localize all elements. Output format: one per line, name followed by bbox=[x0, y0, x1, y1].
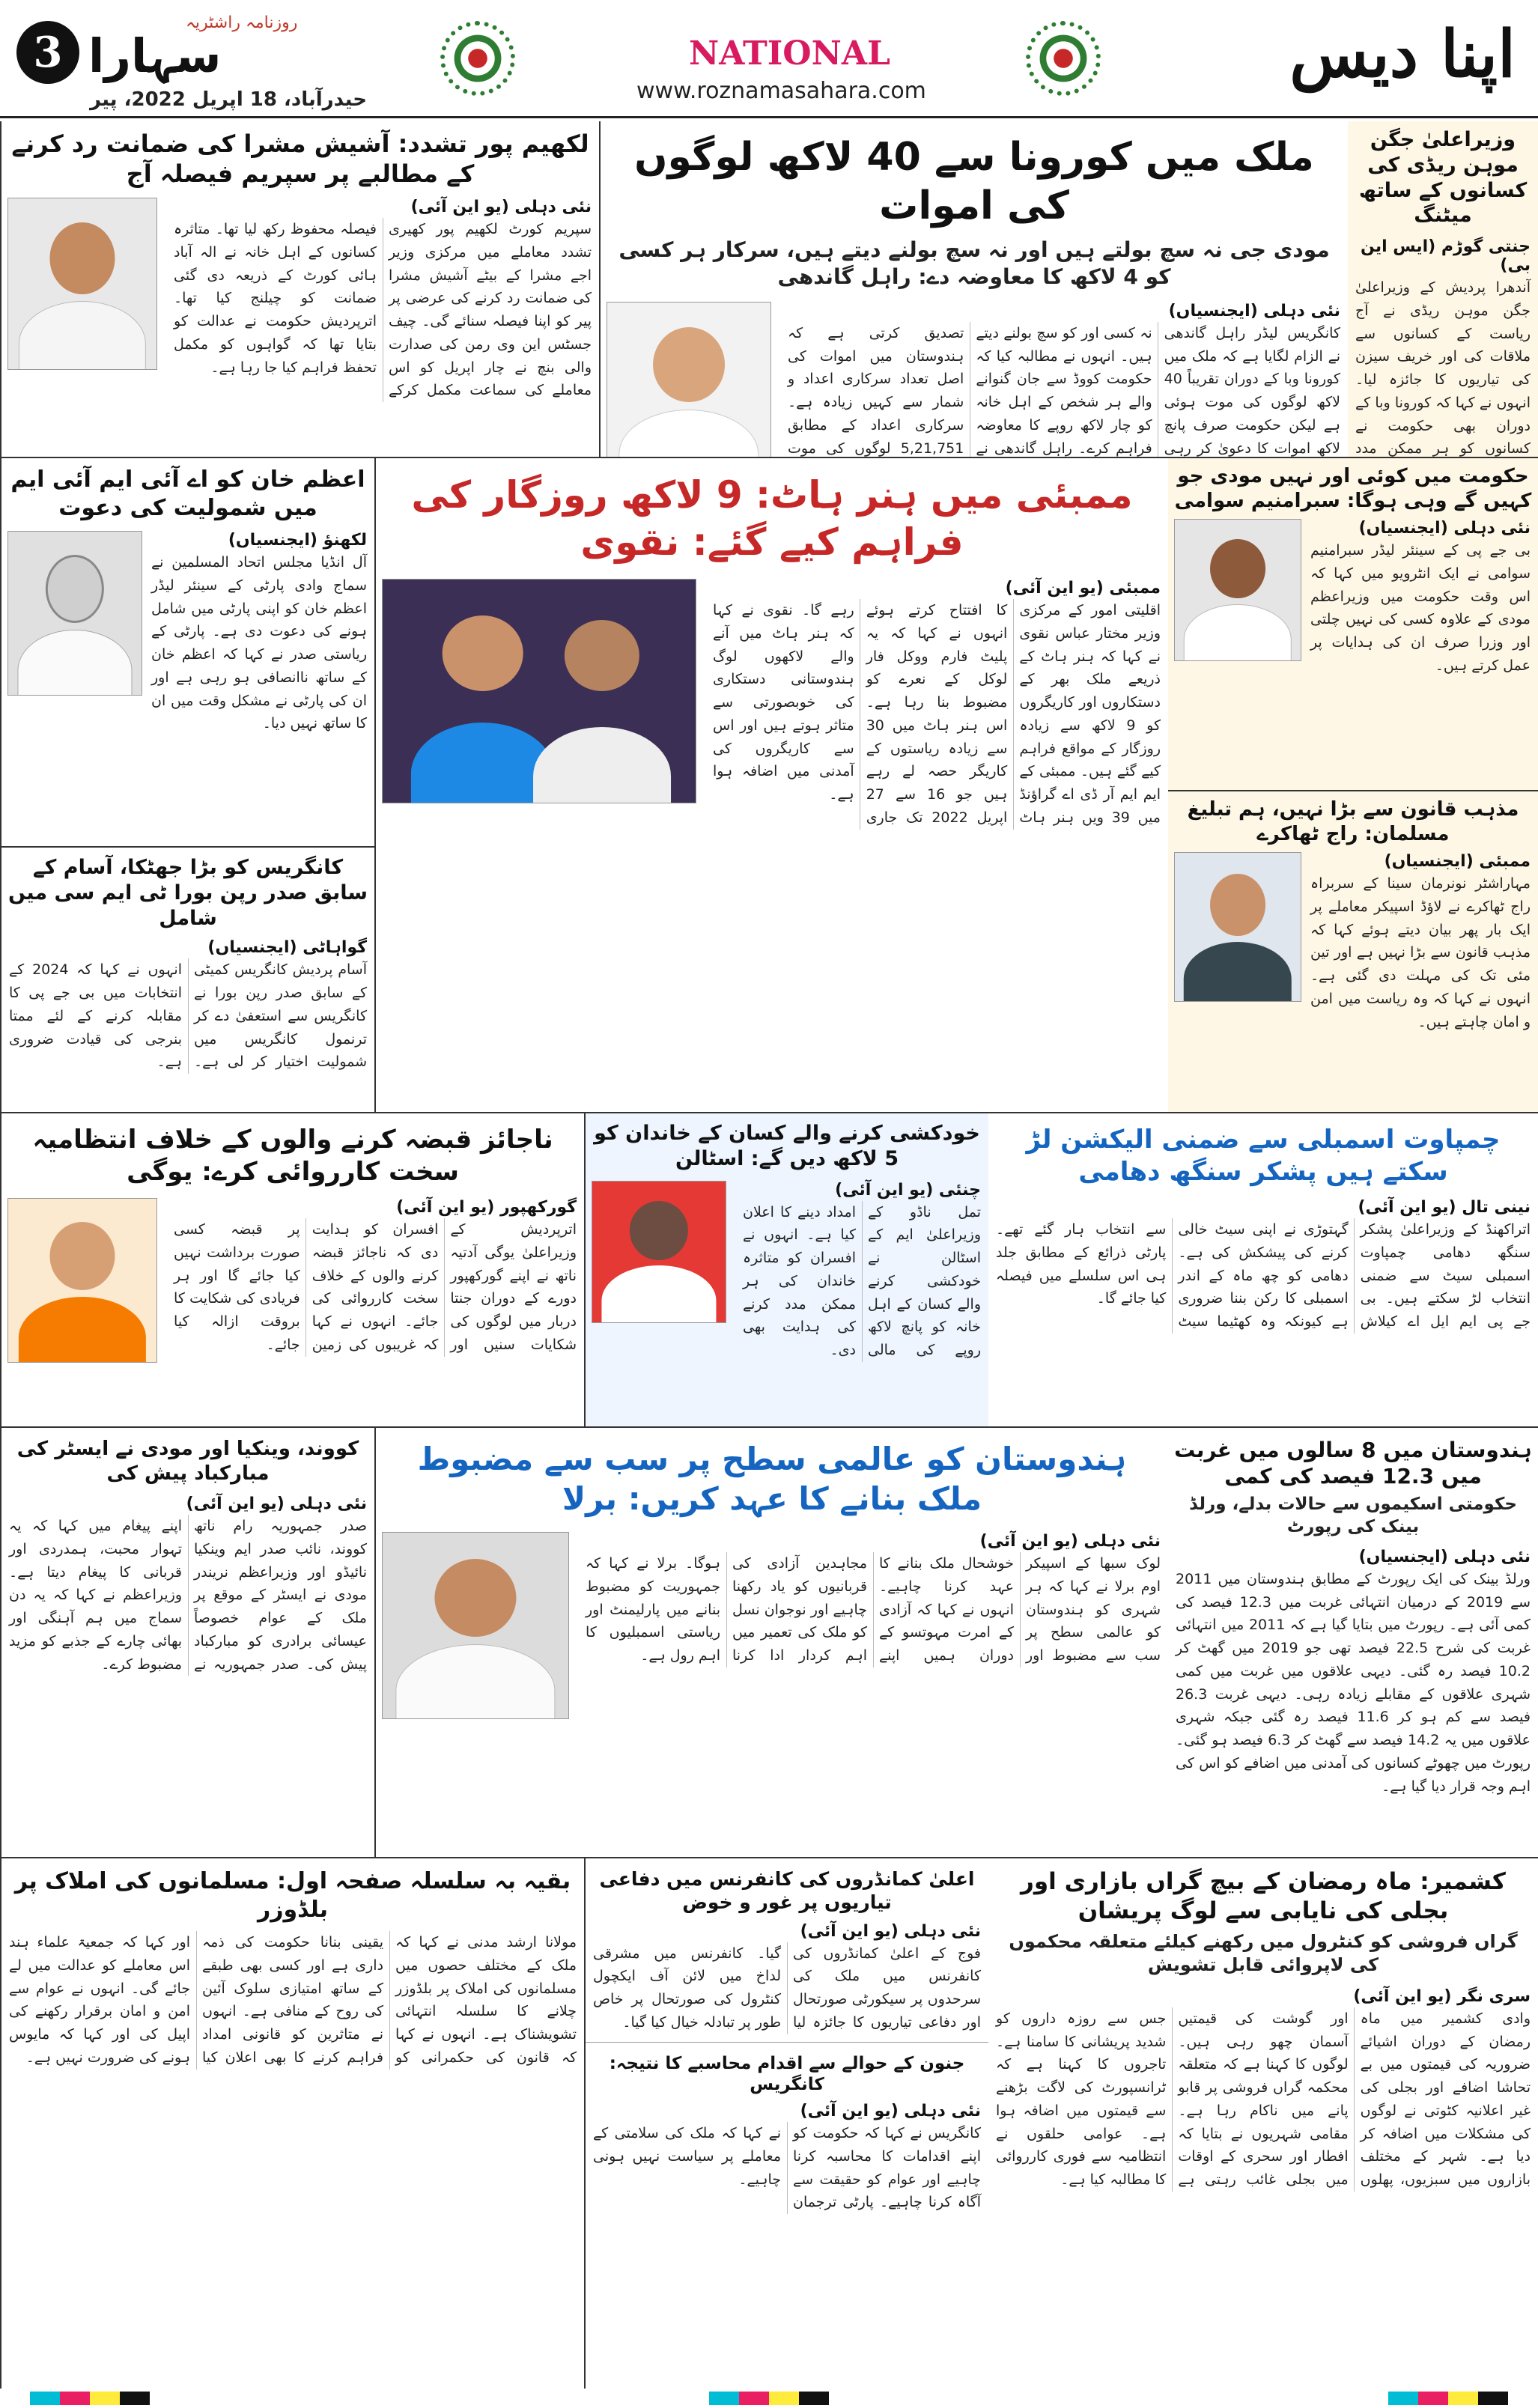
story-headline: ہندوستان میں 8 سالوں میں غربت میں 12.3 فیصد کی کمی bbox=[1174, 1438, 1532, 1489]
story-headline: خودکشی کرنے والے کسان کے خاندان کو 5 لاکھ دیں گے: اسٹالن bbox=[594, 1122, 980, 1170]
story-body: سپریم کورٹ لکھیم پور کھیری تشدد معاملے میں مرکزی وزیر اجے مشرا کے بیٹے آشیش مشرا کی ضمانت رد کرنے کی عرضی پر پیر کو اپنا فیصلہ سنائے گی۔ چیف جسٹس این وی رمن کی صدارت والی بنچ نے چار اپریل کو اس معاملے کی سماعت مکمل کرکے فیصلہ محفوظ رکھ لیا تھا۔ متاثرہ کسانوں کے اہل خانہ نے الہ آباد ہائی کورٹ کے ذریعہ دی گئی ضمانت کو چیلنج کیا تھا۔ اترپردیش حکومت نے عدالت کو بتایا تھا کہ گواہوں کو مکمل تحفظ فراہم کیا جا رہا ہے۔ bbox=[174, 221, 592, 399]
story-body: آل انڈیا مجلس اتحاد المسلمین نے سماج وادی پارٹی کے سینئر لیڈر اعظم خان کو اپنی پارٹی میں شامل ہونے کی دعوت دی ہے۔ پارٹی کے ریاستی صدر نے کہا کہ اعظم خان کے ساتھ ناانصافی ہو رہی ہے اور ان کی پارٹی نے مشکل وقت میں ان کا ساتھ نہیں دیا۔ bbox=[151, 554, 367, 732]
story-army[interactable] bbox=[584, 1858, 988, 2389]
story-body: اقلیتی امور کے مرکزی وزیر مختار عباس نقوی نے کہا کہ ہنر ہاٹ کے ذریعے ملک بھر کے دستکاروں اور کاریگروں کو 9 لاکھ سے زیادہ روزگار کے مواقع فراہم کیے گئے ہیں۔ ممبئی کے ایم ایم آر ڈی اے گراؤنڈ میں 39 ویں ہنر ہاٹ کا افتتاح کرتے ہوئے انہوں نے کہا کہ یہ پلیٹ فارم ووکل فار لوکل کے نعرے کو مضبوط بنا رہا ہے۔ اس ہنر ہاٹ میں 30 سے زیادہ ریاستوں کے کاریگر حصہ لے رہے ہیں جو 16 سے 27 اپریل 2022 تک جاری رہے گا۔ نقوی نے کہا کہ ہنر ہاٹ میں آنے والے لاکھوں لوگ ہندوستانی دستکاری کی خوبصورتی سے متاثر ہوتے ہیں اور اس سے کاریگروں کی آمدنی میں اضافہ ہوا ہے۔ bbox=[713, 602, 1161, 826]
story-headline: کانگریس کو بڑا جھٹکا، آسام کے سابق صدر رپن بورا ٹی ایم سی میں شامل bbox=[8, 856, 368, 930]
story-body: اتراکھنڈ کے وزیراعلیٰ پشکر سنگھ دھامی چمپاوت اسمبلی سیٹ سے ضمنی انتخاب لڑ سکتے ہیں۔ بی جے پی ایم ایل اے کیلاش گہتوڑی نے اپنی سیٹ خالی کرنے کی پیشکش کی ہے۔ دھامی کو چھ ماہ کے اندر اسمبلی کا رکن بننا ضروری ہے کیونکہ وہ کھٹیما سیٹ سے انتخاب ہار گئے تھے۔ پارٹی ذرائع کے مطابق جلد ہی اس سلسلے میں فیصلہ کیا جائے گا۔ bbox=[996, 1221, 1531, 1331]
story-dateline: چنئی (یو این آئی) bbox=[835, 1180, 981, 1200]
story-lakhimpur[interactable] bbox=[0, 121, 599, 458]
story-headline: ہندوستان کو عالمی سطح پر سب سے مضبوط ملک بنانے کا عہد کریں: برلا bbox=[417, 1441, 1127, 1517]
story-body: آسام پردیش کانگریس کمیٹی کے سابق صدر رپن بورا نے کانگریس سے استعفیٰ دے کر ترنمول کانگریس میں شمولیت اختیار کر لی ہے۔ انہوں نے کہا کہ 2024 کے انتخابات میں بی جے پی کا مقابلہ کرنے کے لئے ممتا بنرجی کی قیادت ضروری ہے۔ bbox=[9, 961, 367, 1071]
story-kashmir[interactable] bbox=[988, 1858, 1538, 2389]
masthead bbox=[0, 0, 1538, 118]
story-dateline: سری نگر (یو این آئی) bbox=[1353, 1986, 1531, 2006]
story-body: صدر جمہوریہ رام ناتھ کووند، نائب صدر ایم وینکیا نائیڈو اور وزیراعظم نریندر مودی نے ایسٹر کے موقع پر ملک کے عوام خصوصاً عیسائی برادری کو مبارکباد پیش کی۔ صدر جمہوریہ نے اپنے پیغام میں کہا کہ یہ تہوار محبت، ہمدردی اور قربانی کا پیغام دیتا ہے۔ وزیراعظم نے کہا کہ یہ دن سماج میں ہم آہنگی اور بھائی چارے کے جذبے کو مزید مضبوط کرے۔ bbox=[9, 1518, 367, 1673]
story-dateline: جنتی گوڑم (ایس این بی) bbox=[1361, 237, 1531, 275]
story-uttarakhand[interactable] bbox=[988, 1113, 1538, 1428]
color-swatches-right bbox=[1388, 2392, 1508, 2405]
story-headline: وزیراعلیٰ جگن موہن ریڈی کی کسانوں کے ساتھ میٹنگ bbox=[1358, 128, 1528, 228]
story-azam-khan[interactable] bbox=[0, 458, 374, 848]
story-headline: حکومت میں کوئی اور نہیں مودی جو کہیں گے وہی ہوگا: سبرامنیم سوامی bbox=[1174, 465, 1532, 512]
story-headline: چمپاوت اسمبلی سے ضمنی الیکشن لڑ سکتے ہیں پشکر سنگھ دھامی bbox=[1026, 1125, 1501, 1187]
story-subheadline: مودی جی نہ سچ بولتے ہیں اور نہ سچ بولنے دیتے ہیں، سرکار ہر کسی کو 4 لاکھ کا معاوضہ دے: راہل گاندھی bbox=[618, 237, 1330, 290]
rahul-gandhi-photo bbox=[607, 302, 771, 458]
story-dateline: ممبئی (یو این آئی) bbox=[1005, 579, 1161, 598]
story-dateline: گورکھپور (یو این آئی) bbox=[396, 1198, 577, 1217]
section-title: اپنا دیس bbox=[1289, 16, 1516, 92]
story-dateline: نئی دہلی (ایجنسیاں) bbox=[1168, 301, 1340, 320]
story-hunar-haat[interactable] bbox=[374, 458, 1168, 1113]
story-yogi[interactable] bbox=[0, 1113, 584, 1428]
story-body: آندھرا پردیش کے وزیراعلیٰ جگن موہن ریڈی نے آج ریاست کے کسانوں سے ملاقات کی اور خریف سیزن کی تیاریوں کا جائزہ لیا۔ انہوں نے کہا کہ کورونا وبا کے دوران بھی حکومت نے کسانوں کو ہر ممکن مدد bbox=[1355, 279, 1531, 457]
subramanian-swamy-photo bbox=[1174, 519, 1301, 661]
story-bulldozer[interactable] bbox=[0, 1858, 584, 2389]
story-dateline: لکھنؤ (ایجنسیاں) bbox=[228, 531, 367, 550]
page-number: 3 bbox=[16, 21, 79, 84]
story-body: مہاراشٹر نونرمان سینا کے سربراہ راج ٹھاکرے نے لاؤڈ اسپیکر معاملے پر ایک بار پھر بیان دیتے ہوئے کہا کہ مذہب قانون سے بڑا نہیں ہے اور تین مئی تک کی مہلت دی گئی ہے۔ انہوں نے کہا کہ وہ ریاست میں امن و امان چاہتے ہیں۔ bbox=[1310, 875, 1531, 1030]
story-headline: اعلیٰ کمانڈروں کی کانفرنس میں دفاعی تیاریوں پر غور و خوض bbox=[599, 1868, 975, 1914]
story-body: اترپردیش کے وزیراعلیٰ یوگی آدتیہ ناتھ نے اپنے گورکھپور دورے کے دوران جنتا دربار میں لوگوں کی شکایات سنیں اور افسران کو ہدایت دی کہ ناجائز قبضہ کرنے والوں کے خلاف سخت کارروائی کی جائے۔ انہوں نے کہا کہ غریبوں کی زمین پر قبضہ کسی صورت برداشت نہیں کیا جائے گا اور ہر فریادی کی شکایت کا بروقت ازالہ کیا جائے۔ bbox=[174, 1221, 577, 1353]
story-swamy[interactable] bbox=[1168, 458, 1538, 791]
website-link[interactable]: www.roznamasahara.com bbox=[636, 78, 926, 104]
story-body: لوک سبھا کے اسپیکر اوم برلا نے کہا کہ ہر شہری کو ہندوستان کو عالمی سطح پر سب سے مضبوط اور خوشحال ملک بنانے کا عہد کرنا چاہیے۔ انہوں نے کہا کہ آزادی کے امرت مہوتسو کے دوران ہمیں اپنے مجاہدین آزادی کی قربانیوں کو یاد رکھنا چاہیے اور نوجوان نسل کو ملک کی تعمیر میں اہم کردار ادا کرنا ہوگا۔ برلا نے کہا کہ جمہوریت کو مضبوط بنانے میں پارلیمنٹ اور ریاستی اسمبلیوں کا اہم رول ہے۔ bbox=[586, 1555, 1161, 1664]
story-kovind[interactable] bbox=[0, 1428, 374, 1858]
story-dateline: نئی دہلی (یو این آئی) bbox=[800, 1921, 981, 1941]
story-headline: کووند، وینکیا اور مودی نے ایسٹر کی مبارکباد پیش کی bbox=[16, 1438, 359, 1485]
story-headline: ناجائز قبضہ کرنے والوں کے خلاف انتظامیہ سخت کارروائی کرے: یوگی bbox=[32, 1125, 553, 1187]
story-dateline: نئی دہلی (ایجنسیاں) bbox=[1358, 519, 1531, 538]
story-sub-dateline: نئی دہلی (یو این آئی) bbox=[800, 2102, 981, 2121]
story-headline: اعظم خان کو اے آئی ایم آئی ایم میں شمولیت کی دعوت bbox=[10, 466, 365, 521]
story-subheadline: جنون کے حوالے سے اقدام محاسبے کا نتیجہ: کانگریس bbox=[586, 2042, 988, 2100]
story-body: فوج کے اعلیٰ کمانڈروں کی کانفرنس میں ملک کی سرحدوں پر سیکورٹی صورتحال اور دفاعی تیاریوں کا جائزہ لیا گیا۔ کانفرنس میں مشرقی لداخ میں لائن آف ایکچول کنٹرول کی صورتحال پر خاص طور پر تبادلہ خیال کیا گیا۔ bbox=[593, 1945, 981, 2031]
story-stalin[interactable] bbox=[584, 1113, 988, 1428]
color-swatches-left bbox=[30, 2392, 150, 2405]
story-kisan[interactable] bbox=[1348, 121, 1538, 458]
story-birla[interactable] bbox=[374, 1428, 1168, 1858]
story-headline: بقیہ بہ سلسلہ صفحہ اول: مسلمانوں کی املاک پر بلڈوزر bbox=[14, 1868, 571, 1923]
story-body: بی جے پی کے سینئر لیڈر سبرامنیم سوامی نے ایک انٹرویو میں کہا کہ اس وقت حکومت میں وزیراعظم مودی کے علاوہ کسی کی نہیں چلتی اور وزرا صرف ان کی ہدایات پر عمل کرتے ہیں۔ bbox=[1310, 542, 1531, 674]
azam-khan-photo bbox=[7, 531, 142, 696]
decorative-flower-icon bbox=[440, 21, 515, 96]
story-body: ورلڈ بینک کی ایک رپورٹ کے مطابق ہندوستان میں 2011 سے 2019 کے درمیان انتہائی غربت میں 12.3 فیصد کی کمی آئی ہے۔ رپورٹ میں بتایا گیا ہے کہ 2011 میں انتہائی غربت کی شرح 22.5 فیصد تھی جو 2019 میں گھٹ کر 10.2 فیصد رہ گئی۔ دیہی علاقوں میں غربت میں کمی شہری علاقوں کے مقابلے زیادہ رہی۔ دیہی غربت 26.3 فیصد سے کم ہو کر 11.6 فیصد رہ گئی جبکہ شہری علاقوں میں یہ 14.2 فیصد سے گھٹ کر 6.3 فیصد ہو گئی۔ رپورٹ میں چھوٹے کسانوں کی آمدنی میں اضافے کو اس کی اہم وجہ قرار دیا گیا ہے۔ bbox=[1176, 1570, 1531, 1795]
story-body: مولانا ارشد مدنی نے کہا کہ ملک کے مختلف حصوں میں مسلمانوں کی املاک پر بلڈوزر چلانے کا سلسلہ انتہائی تشویشناک ہے۔ انہوں نے کہا کہ قانون کی حکمرانی کو یقینی بنانا حکومت کی ذمہ داری ہے اور کسی بھی طبقے کے ساتھ امتیازی سلوک آئین کی روح کے منافی ہے۔ انہوں نے متاثرین کو قانونی امداد فراہم کرنے کا بھی اعلان کیا اور کہا کہ جمعیۃ علماء ہند اس معاملے کو عدالت میں لے جائے گی۔ انہوں نے عوام سے امن و امان برقرار رکھنے کی اپیل کی اور کہا کہ مایوس ہونے کی ضرورت نہیں ہے۔ bbox=[9, 1934, 577, 2066]
story-headline: لکھیم پور تشدد: آشیش مشرا کی ضمانت رد کرنے کے مطالبے پر سپریم فیصلہ آج bbox=[11, 130, 589, 188]
story-assam[interactable] bbox=[0, 848, 374, 1113]
story-dateline: نئی دہلی (یو این آئی) bbox=[410, 198, 592, 216]
stalin-photo bbox=[592, 1181, 726, 1323]
date-line: حیدرآباد، 18 اپریل 2022، پیر bbox=[90, 88, 368, 111]
story-headline: ممبئی میں ہنر ہاٹ: 9 لاکھ روزگار کی فراہم کیے گئے: نقوی bbox=[411, 473, 1133, 564]
story-body: کانگریس لیڈر راہل گاندھی نے الزام لگایا ہے کہ ملک میں کورونا وبا کے دوران تقریباً 40 لاکھ لوگوں کی موت ہوئی ہے لیکن حکومت صرف پانچ لاکھ اموات کا دعویٰ کر رہی نہ کسی اور کو سچ بولنے دیتے ہیں۔ انہوں نے مطالبہ کیا کہ حکومت کووڈ سے جان گنوانے والے ہر شخص کے اہل خانہ کو چار لاکھ روپے کا معاوضہ فراہم کرے۔ راہل گاندھی نے تصدیق کرتی ہے کہ ہندوستان میں اموات کی اصل تعداد سرکاری اعداد و شمار سے کہیں زیادہ ہے۔ سرکاری اعداد کے مطابق 5,21,751 لوگوں کی موت bbox=[788, 324, 1340, 457]
story-dateline: گواہاٹی (ایجنسیاں) bbox=[207, 938, 367, 958]
yogi-adityanath-photo bbox=[7, 1198, 157, 1363]
story-headline: کشمیر: ماہ رمضان کے بیچ گراں بازاری اور بجلی کی نایابی سے لوگ پریشان bbox=[1021, 1868, 1506, 1924]
paper-logo: سہارا bbox=[88, 28, 222, 83]
story-dateline: نئی دہلی (یو این آئی) bbox=[186, 1495, 367, 1513]
ashish-mishra-photo bbox=[7, 198, 157, 370]
story-corona[interactable] bbox=[599, 121, 1348, 458]
story-headline: ملک میں کورونا سے 40 لاکھ لوگوں کی اموات bbox=[634, 135, 1314, 228]
story-subheadline: حکومتی اسکیموں سے حالات بدلے، ورلڈ بینک کی رپورٹ bbox=[1189, 1495, 1517, 1536]
print-registration-bar bbox=[0, 2389, 1538, 2408]
story-subheadline: گراں فروشی کو کنٹرول میں رکھنے کیلئے متعلقہ محکموں کی لاپروائی قابل تشویش bbox=[1009, 1930, 1518, 1975]
story-poverty[interactable] bbox=[1168, 1428, 1538, 1858]
paper-tagline: روزنامہ راشٹریہ bbox=[186, 13, 298, 32]
naqvi-photo bbox=[382, 579, 696, 803]
raj-thackeray-photo bbox=[1174, 852, 1301, 1002]
story-dateline: نینی تال (یو این آئی) bbox=[1358, 1198, 1531, 1217]
om-birla-photo bbox=[382, 1532, 569, 1719]
story-sub-body: کانگریس نے کہا کہ حکومت کو اپنے اقدامات کا محاسبہ کرنا چاہیے اور عوام کو حقیقت سے آگاہ کرنا چاہیے۔ پارٹی ترجمان نے کہا کہ ملک کی سلامتی کے معاملے پر سیاست نہیں ہونی چاہیے۔ bbox=[593, 2125, 981, 2211]
story-body: تمل ناڈو کے وزیراعلیٰ ایم کے اسٹالن نے خودکشی کرنے والے کسان کے اہل خانہ کو پانچ لاکھ روپے کی مالی امداد دینے کا اعلان کیا ہے۔ انہوں نے افسران کو متاثرہ خاندان کی ہر ممکن مدد کرنے کی ہدایت بھی دی۔ bbox=[743, 1203, 981, 1359]
story-dateline: نئی دہلی (ایجنسیاں) bbox=[1358, 1547, 1531, 1566]
color-swatches-center bbox=[709, 2392, 829, 2405]
decorative-flower-icon bbox=[1026, 21, 1101, 96]
story-body: وادی کشمیر میں ماہ رمضان کے دوران اشیائے ضروریہ کی قیمتوں میں بے تحاشا اضافے اور بجلی کی غیر اعلانیہ کٹوتی نے لوگوں کی مشکلات میں اضافہ کر دیا ہے۔ شہر کے مختلف بازاروں میں سبزیوں، پھلوں اور گوشت کی قیمتیں آسمان چھو رہی ہیں۔ لوگوں کا کہنا ہے کہ متعلقہ محکمہ گراں فروشی پر قابو پانے میں ناکام رہا ہے۔ مقامی شہریوں نے بتایا کہ افطار اور سحری کے اوقات میں بجلی غائب رہتی ہے جس سے روزہ داروں کو شدید پریشانی کا سامنا ہے۔ تاجروں کا کہنا ہے کہ ٹرانسپورٹ کی لاگت بڑھنے سے قیمتوں میں اضافہ ہوا ہے۔ عوامی حلقوں نے انتظامیہ سے فوری کارروائی کا مطالبہ کیا ہے۔ bbox=[996, 2010, 1531, 2189]
story-dateline: نئی دہلی (یو این آئی) bbox=[979, 1532, 1161, 1551]
edition-label: NATIONAL bbox=[689, 34, 890, 73]
story-dateline: ممبئی (ایجنسیاں) bbox=[1384, 852, 1531, 871]
story-headline: مذہب قانون سے بڑا نہیں، ہم تبلیغ مسلمان: راج ٹھاکرے bbox=[1187, 798, 1519, 845]
story-raj-thackeray[interactable] bbox=[1168, 791, 1538, 1113]
